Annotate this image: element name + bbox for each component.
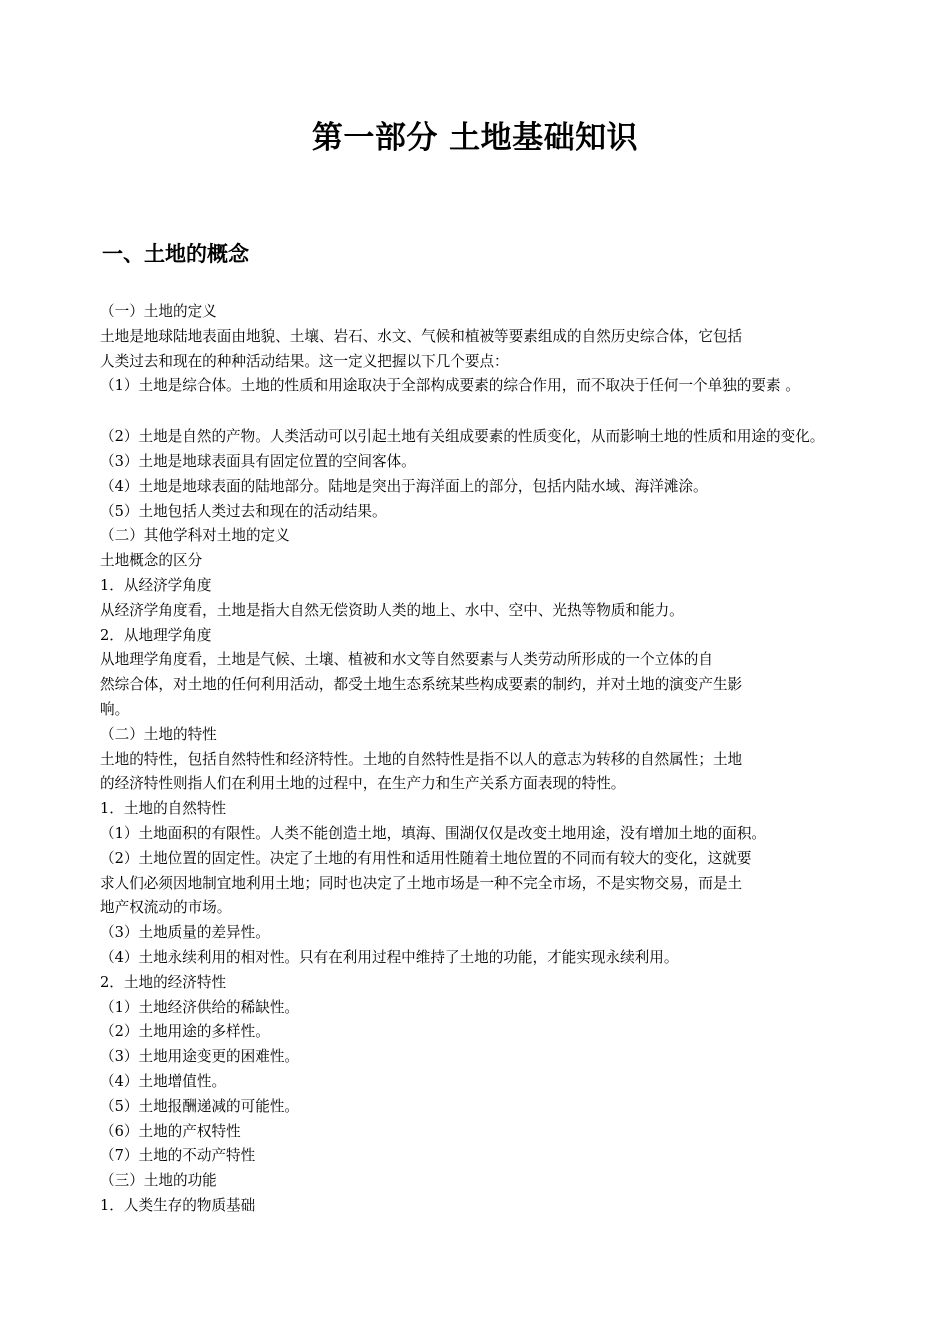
paragraph-line: 土地是地球陆地表面由地貌、土壤、岩石、水文、气候和植被等要素组成的自然历史综合体，它包括 <box>100 327 743 345</box>
list-item: （2）土地是自然的产物。人类活动可以引起土地有关组成要素的性质变化，从而影响土地的性质和用途的变化。 <box>100 428 825 446</box>
paragraph-line: 求人们必须因地制宜地利用土地；同时也决定了土地市场是一种不完全市场，不是实物交易，而是土 <box>100 874 743 892</box>
list-item: （2）土地位置的固定性。决定了土地的有用性和适用性随着土地位置的不同而有较大的变化，这就要 <box>100 849 752 867</box>
list-item: （5）土地报酬递减的可能性。 <box>100 1097 300 1115</box>
blank-line <box>100 399 940 425</box>
numbered-heading: 1．土地的自然特性 <box>100 800 227 818</box>
paragraph-line: 响。 <box>100 700 130 718</box>
list-item: （3）土地用途变更的困难性。 <box>100 1048 300 1066</box>
list-item: （1）土地是综合体。土地的性质和用途取决于全部构成要素的综合作用，而不取决于任何一个单独的要素 。 <box>100 377 800 395</box>
list-item: （7）土地的不动产特性 <box>100 1147 256 1165</box>
subheading-other-definitions: （二）其他学科对土地的定义 <box>100 527 290 545</box>
list-item: （4）土地永续利用的相对性。只有在利用过程中维持了土地的功能，才能实现永续利用。 <box>100 948 679 966</box>
list-item: （4）土地增值性。 <box>100 1072 227 1090</box>
paragraph-line: 然综合体，对土地的任何利用活动，都受土地生态系统某些构成要素的制约，并对土地的演变产生影 <box>100 676 743 694</box>
subheading-characteristics: （二）土地的特性 <box>100 725 217 743</box>
section-heading: 一、土地的概念 <box>102 242 249 266</box>
list-item: （3）土地质量的差异性。 <box>100 924 270 942</box>
numbered-heading: 2．土地的经济特性 <box>100 973 227 991</box>
numbered-heading: 2．从地理学角度 <box>100 626 212 644</box>
list-item: （2）土地用途的多样性。 <box>100 1023 270 1041</box>
paragraph-line: 人类过去和现在的种种活动结果。这一定义把握以下几个要点： <box>100 352 509 370</box>
numbered-heading: 1．人类生存的物质基础 <box>100 1196 256 1214</box>
list-item: （1）土地经济供给的稀缺性。 <box>100 998 300 1016</box>
list-item: （4）土地是地球表面的陆地部分。陆地是突出于海洋面上的部分，包括内陆水域、海洋滩涂。 <box>100 477 708 495</box>
page-title: 第一部分 土地基础知识 <box>311 120 639 156</box>
body-text <box>100 300 940 1219</box>
list-item: （3）土地是地球表面具有固定位置的空间客体。 <box>100 452 416 470</box>
subheading-definition: （一）土地的定义 <box>100 303 217 320</box>
subheading-functions: （三）土地的功能 <box>100 1172 217 1190</box>
numbered-heading: 1．从经济学角度 <box>100 576 212 594</box>
paragraph-line: 的经济特性则指人们在利用土地的过程中，在生产力和生产关系方面表现的特性。 <box>100 775 626 793</box>
paragraph-line: 土地概念的区分 <box>100 552 203 570</box>
list-item: （6）土地的产权特性 <box>100 1122 241 1140</box>
list-item: （5）土地包括人类过去和现在的活动结果。 <box>100 502 387 520</box>
paragraph-line: 土地的特性，包括自然特性和经济特性。土地的自然特性是指不以人的意志为转移的自然属性；土地 <box>100 750 743 768</box>
paragraph-line: 从经济学角度看，土地是指大自然无偿资助人类的地上、水中、空中、光热等物质和能力。 <box>100 601 684 619</box>
paragraph-line: 从地理学角度看，土地是气候、土壤、植被和水文等自然要素与人类劳动所形成的一个立体的自 <box>100 651 713 669</box>
list-item: （1）土地面积的有限性。人类不能创造土地，填海、围湖仅仅是改变土地用途，没有增加土地的面积。 <box>100 824 767 842</box>
paragraph-line: 地产权流动的市场。 <box>100 899 232 917</box>
